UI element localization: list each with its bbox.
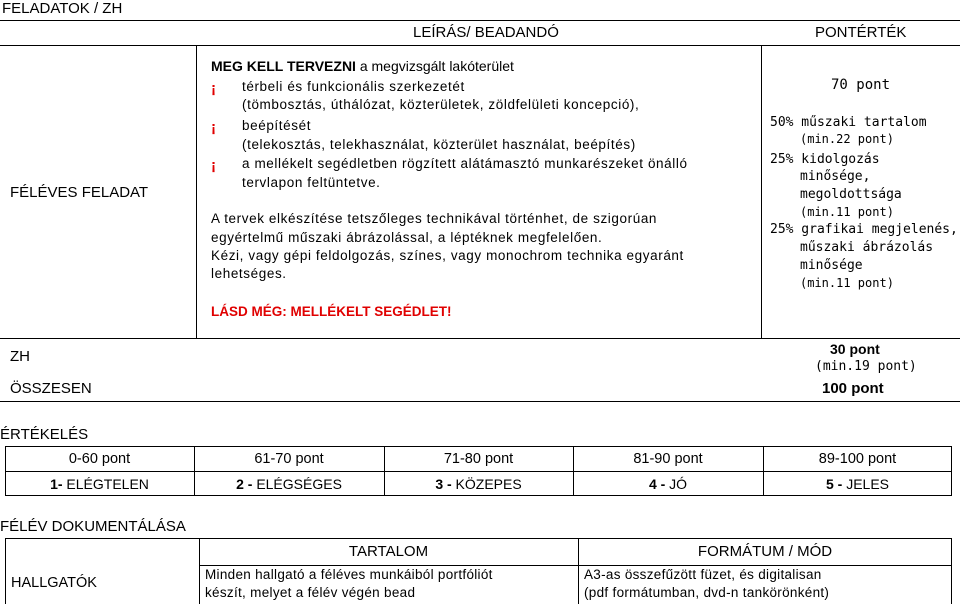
row-label-students: HALLGATÓK	[11, 575, 97, 591]
bullet-icon: ¡	[211, 157, 216, 174]
paragraph-line: A tervek elkészítése tetszőleges technikával történhet, de szigorúan	[211, 211, 658, 226]
grade-number: 3 -	[435, 476, 452, 492]
grade-range: 71-80 pont	[443, 451, 514, 467]
zh-points: 30 pont	[830, 341, 880, 357]
grading-title: ÉRTÉKELÉS	[0, 426, 89, 443]
list-item: tervlapon feltüntetve.	[242, 175, 381, 190]
points-line: minősége,	[800, 169, 871, 184]
list-item: beépítését	[242, 118, 312, 133]
format-line: A3-as összefűzött füzet, és digitalisan	[584, 567, 822, 582]
grade-label	[763, 477, 952, 491]
paragraph-line: lehetséges.	[211, 266, 287, 281]
points-line: megoldottsága	[800, 187, 902, 202]
content-line: készít, melyet a félév végén bead	[205, 585, 416, 600]
points-line: (min.11 pont)	[800, 205, 894, 219]
intro-bold: MEG KELL TERVEZNI	[211, 58, 356, 74]
bullet-icon: ¡	[211, 80, 216, 97]
row-label-zh: ZH	[10, 348, 30, 365]
list-item: (tömbosztás, úthálózat, közterületek, zöldfelületi koncepció),	[242, 97, 640, 112]
grade-word: KÖZEPES	[455, 476, 522, 492]
grade-number: 5 -	[825, 476, 843, 492]
points-total: 70 pont	[831, 77, 891, 93]
grade-number: 1-	[50, 476, 63, 492]
column-header-format: FORMÁTUM / MÓD	[697, 543, 833, 560]
points-line: 25% kidolgozás	[770, 152, 880, 167]
feleves-intro	[211, 59, 514, 73]
row-label-total: ÖSSZESEN	[10, 380, 92, 397]
grade-range: 81-90 pont	[633, 451, 703, 467]
zh-min: (min.19 pont)	[815, 359, 917, 374]
grade-range: 61-70 pont	[254, 451, 324, 467]
page-title: FELADATOK / ZH	[2, 0, 123, 17]
see-also-note: LÁSD MÉG: MELLÉKELT SEGÉDLET!	[211, 304, 452, 319]
grade-number: 4 -	[648, 476, 666, 492]
grade-range: 0-60 pont	[68, 451, 131, 467]
points-line: (min.22 pont)	[800, 132, 894, 146]
grade-label	[573, 477, 763, 491]
documentation-title: FÉLÉV DOKUMENTÁLÁSA	[0, 518, 186, 535]
total-points: 100 pont	[822, 380, 884, 397]
grade-range: 89-100 pont	[818, 451, 897, 467]
grade-word: ELÉGTELEN	[66, 476, 149, 492]
grade-number: 2 -	[236, 476, 253, 492]
points-line: műszaki ábrázolás	[800, 240, 934, 255]
format-line: (pdf formátumban, dvd-n tankörönként)	[584, 585, 830, 600]
grade-label	[384, 477, 573, 491]
list-item: térbeli és funkcionális szerkezetét	[242, 79, 465, 94]
grade-word: JÓ	[669, 476, 688, 492]
grade-word: JELES	[846, 476, 890, 492]
points-line: 50% műszaki tartalom	[770, 115, 927, 130]
points-line: 25% grafikai megjelenés,	[770, 222, 958, 237]
list-item: (telekosztás, telekhasználat, közterület használat, beépítés)	[242, 137, 636, 152]
points-line: (min.11 pont)	[800, 276, 894, 290]
grade-label	[5, 477, 194, 491]
content-line: Minden hallgató a féléves munkáiból portfóliót	[205, 567, 493, 582]
row-label-feleves: FÉLÉVES FELADAT	[10, 184, 149, 201]
grade-word: ELÉGSÉGES	[256, 476, 342, 492]
points-line: minősége	[800, 258, 863, 273]
list-item: a mellékelt segédletben rögzített alátámasztó munkarészeket önálló	[242, 156, 688, 171]
paragraph-line: Kézi, vagy gépi feldolgozás, színes, vagy monochrom technika egyaránt	[211, 248, 684, 263]
column-header-description: LEÍRÁS/ BEADANDÓ	[413, 24, 559, 41]
grade-label	[194, 477, 384, 491]
paragraph-line: egyértelmű műszaki ábrázolással, a léptéknek megfelelően.	[211, 230, 603, 245]
column-header-points: PONTÉRTÉK	[815, 24, 907, 41]
column-header-content: TARTALOM	[348, 543, 429, 560]
bullet-icon: ¡	[211, 119, 216, 136]
intro-rest: a megvizsgált lakóterület	[355, 58, 514, 74]
